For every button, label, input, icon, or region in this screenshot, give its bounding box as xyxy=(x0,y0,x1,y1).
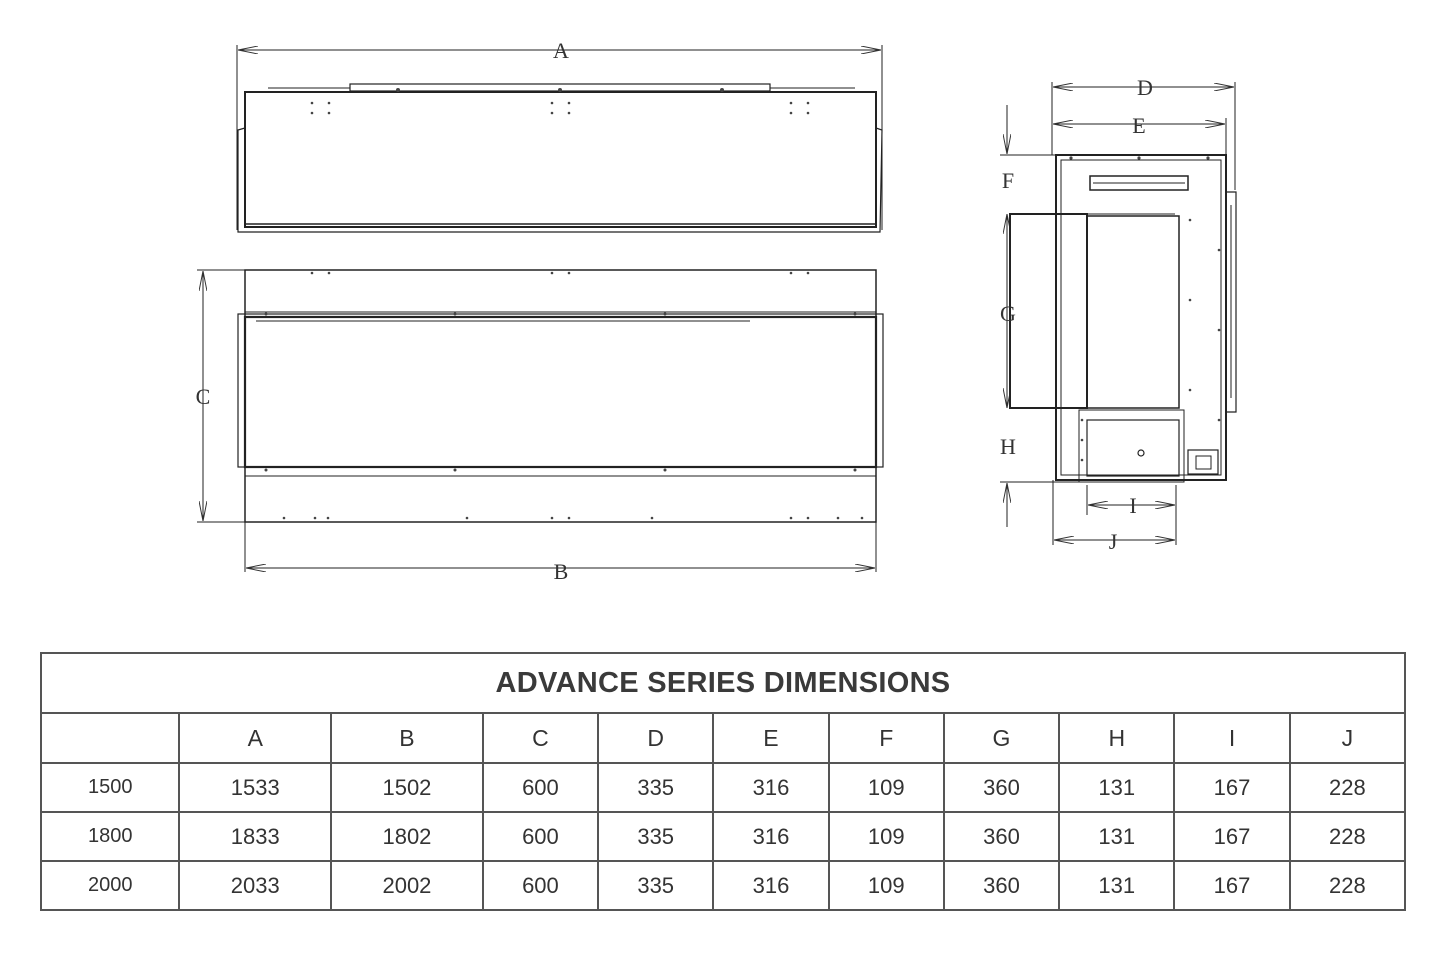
model-cell: 1800 xyxy=(41,812,179,861)
table-cell: 1833 xyxy=(179,812,331,861)
label-d: D xyxy=(1137,75,1153,100)
table-cell: 335 xyxy=(598,861,713,910)
table-cell: 228 xyxy=(1290,861,1405,910)
table-cell: 360 xyxy=(944,812,1059,861)
model-cell: 1500 xyxy=(41,763,179,812)
label-a: A xyxy=(553,38,569,63)
table-cell: 316 xyxy=(713,812,828,861)
label-c: C xyxy=(195,384,211,409)
table-row xyxy=(41,763,1405,812)
table-cell: 1533 xyxy=(179,763,331,812)
table-cell: 167 xyxy=(1174,763,1289,812)
header-cell: G xyxy=(944,713,1059,763)
header-cell: C xyxy=(483,713,598,763)
header-cell: B xyxy=(331,713,483,763)
table-cell: 335 xyxy=(598,812,713,861)
table-cell: 131 xyxy=(1059,763,1174,812)
table-cell: 600 xyxy=(483,763,598,812)
label-e: E xyxy=(1132,113,1146,138)
table-cell: 360 xyxy=(944,861,1059,910)
table-cell: 1802 xyxy=(331,812,483,861)
table-cell: 360 xyxy=(944,763,1059,812)
label-i: I xyxy=(1129,493,1137,518)
table-title: ADVANCE SERIES DIMENSIONS xyxy=(41,653,1405,713)
table-cell: 316 xyxy=(713,763,828,812)
table-cell: 600 xyxy=(483,861,598,910)
table-cell: 1502 xyxy=(331,763,483,812)
table-cell: 167 xyxy=(1174,812,1289,861)
label-b: B xyxy=(553,559,569,584)
side-view xyxy=(1000,82,1236,545)
label-g: G xyxy=(1000,301,1016,326)
header-cell xyxy=(41,713,179,763)
header-cell: F xyxy=(829,713,944,763)
header-cell: H xyxy=(1059,713,1174,763)
table-cell: 228 xyxy=(1290,763,1405,812)
table-cell: 2033 xyxy=(179,861,331,910)
table-cell: 167 xyxy=(1174,861,1289,910)
table-cell: 600 xyxy=(483,812,598,861)
table-row xyxy=(41,861,1405,910)
top-view xyxy=(237,45,882,232)
table-cell: 131 xyxy=(1059,861,1174,910)
dimensions-table xyxy=(40,652,1406,911)
table-cell: 2002 xyxy=(331,861,483,910)
label-j: J xyxy=(1108,529,1118,554)
table-cell: 316 xyxy=(713,861,828,910)
table-cell: 131 xyxy=(1059,812,1174,861)
table-cell: 335 xyxy=(598,763,713,812)
table-cell: 109 xyxy=(829,812,944,861)
header-cell: D xyxy=(598,713,713,763)
header-cell: A xyxy=(179,713,331,763)
table-cell: 109 xyxy=(829,763,944,812)
front-view xyxy=(197,270,883,572)
table-row xyxy=(41,812,1405,861)
label-h: H xyxy=(1000,434,1016,459)
table-cell: 228 xyxy=(1290,812,1405,861)
model-cell: 2000 xyxy=(41,861,179,910)
table-cell: 109 xyxy=(829,861,944,910)
header-cell: J xyxy=(1290,713,1405,763)
label-f: F xyxy=(1001,168,1015,193)
table-header-row xyxy=(41,713,1405,763)
header-cell: E xyxy=(713,713,828,763)
header-cell: I xyxy=(1174,713,1289,763)
